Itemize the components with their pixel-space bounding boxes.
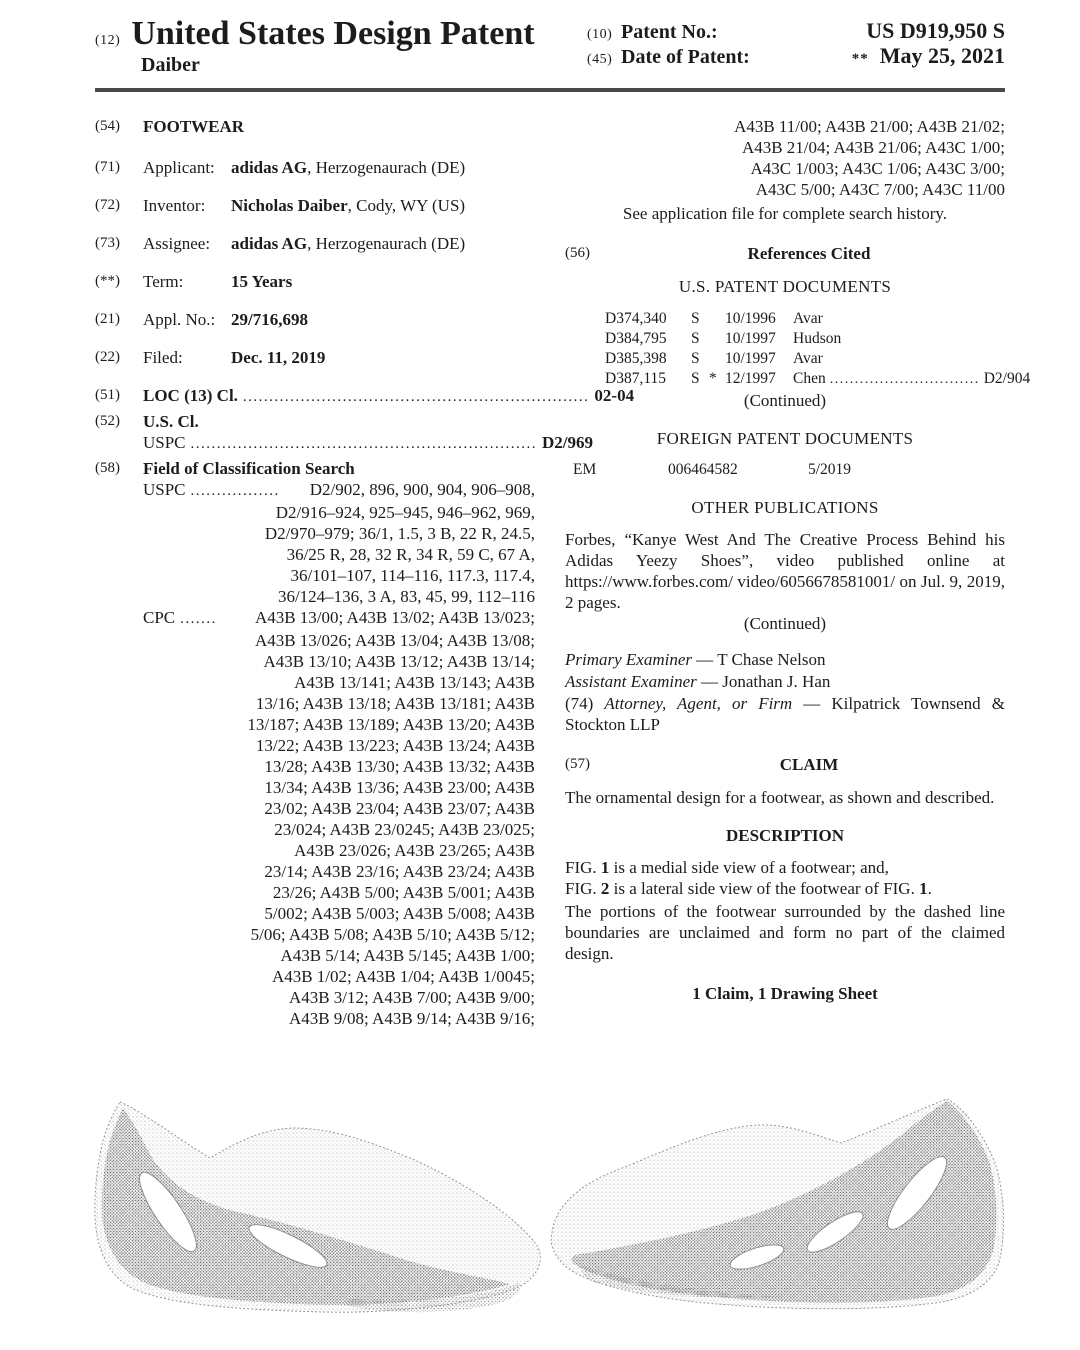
foreign-patent-table xyxy=(565,460,1005,480)
continued-note: (Continued) xyxy=(743,391,827,410)
kind-code-cell: S xyxy=(691,370,700,387)
continued-note: (Continued) xyxy=(743,614,827,633)
classification-line: 13/16; A43B 13/18; A43B 13/181; A43B xyxy=(255,694,535,713)
header-right xyxy=(587,16,1005,70)
claims-sheets-note: 1 Claim, 1 Drawing Sheet xyxy=(692,984,878,1003)
dot-leader: ................. xyxy=(190,483,280,499)
page-header xyxy=(95,16,1005,76)
classification-line: 36/124–136, 3 A, 83, 45, 99, 112–116 xyxy=(277,587,535,606)
fig2-footwear-lateral-view xyxy=(545,1083,1015,1350)
kind-code-cell: S xyxy=(691,350,700,367)
dot-leader: .................................................................. xyxy=(242,389,590,405)
cpc-search-lines xyxy=(143,630,535,1029)
table-row xyxy=(565,349,1005,369)
cited-patent-number: D374,340 xyxy=(605,310,667,327)
bib-field-row: (72) Inventor: Nicholas Daiber, Cody, WY (US) xyxy=(95,196,466,215)
patent-no-code: (10) xyxy=(587,27,613,42)
examiner-citation-star xyxy=(709,349,725,369)
foreign-doc-date: 5/2019 xyxy=(808,461,852,478)
cited-classification: D2/904 xyxy=(983,370,1031,387)
classification-line: A43B 1/02; A43B 1/04; A43B 1/0045; xyxy=(271,967,535,986)
right-column xyxy=(565,116,1031,1029)
figure-description-lines xyxy=(565,857,1005,899)
bib-field-row: (21) Appl. No.: 29/716,698 xyxy=(95,310,308,329)
classification-line: A43B 9/08; A43B 9/14; A43B 9/16; xyxy=(288,1009,535,1028)
dot-leader: .................................................................. xyxy=(190,436,538,452)
classification-line: 36/25 R, 28, 32 R, 34 R, 59 C, 67 A, xyxy=(286,545,535,564)
classification-line: A43B 13/10; A43B 13/12; A43B 13/14; xyxy=(263,652,535,671)
table-row xyxy=(565,369,1031,390)
dot-leader: ....... xyxy=(180,611,217,627)
table-row xyxy=(565,329,1005,349)
kind-code-cell: S xyxy=(691,330,700,347)
classification-line: 23/26; A43B 5/00; A43B 5/001; A43B xyxy=(272,883,535,902)
us-patent-documents-table xyxy=(565,309,1031,390)
figure-description-line: FIG. 2 is a lateral side view of the footwear of FIG. 1. xyxy=(565,879,932,898)
classification-line: 13/34; A43B 13/36; A43B 23/00; A43B xyxy=(264,778,535,797)
classification-line: 13/187; A43B 13/189; A43B 13/20; A43B xyxy=(247,715,535,734)
classification-line: 13/22; A43B 13/223; A43B 13/24; A43B xyxy=(255,736,535,755)
date-code: (45) xyxy=(587,52,613,67)
cited-patent-number: D387,115 xyxy=(605,370,666,387)
classification-line: 23/024; A43B 23/0245; A43B 23/025; xyxy=(274,820,535,839)
classification-line: D2/916–924, 925–945, 946–962, 969, xyxy=(275,503,535,522)
dot-leader: .............................. xyxy=(829,372,980,387)
patent-number-row xyxy=(587,20,1005,45)
bibliographic-fields xyxy=(95,157,535,368)
cited-date: 10/1997 xyxy=(725,330,776,347)
search-history-note: See application file for complete search history. xyxy=(622,204,948,223)
table-row xyxy=(565,309,1005,329)
table-row xyxy=(565,460,1005,480)
examiner-citation-star: * xyxy=(709,370,717,387)
examiner-citation-star xyxy=(709,329,725,349)
examiner-citation-star xyxy=(709,309,725,329)
classification-line: A43B 13/026; A43B 13/04; A43B 13/08; xyxy=(254,631,535,650)
classification-line: 36/101–107, 114–116, 117.3, 117.4, xyxy=(290,566,535,585)
bib-field-row: (**) Term: 15 Years xyxy=(95,272,293,291)
references-cited-heading: (56) References Cited xyxy=(565,244,871,263)
classification-line: A43B 3/12; A43B 7/00; A43B 9/00; xyxy=(288,988,535,1007)
cited-date: 12/1997 xyxy=(725,370,776,387)
cited-inventor-name: Avar xyxy=(793,350,823,367)
classification-line: A43C 5/00; A43C 7/00; A43C 11/00 xyxy=(755,180,1005,199)
classification-line: A43B 11/00; A43B 21/00; A43B 21/02; xyxy=(734,117,1005,136)
cited-patent-number: D384,795 xyxy=(605,330,667,347)
primary-examiner-line: Primary Examiner — T Chase Nelson xyxy=(565,650,826,669)
us-patent-documents-heading: U.S. PATENT DOCUMENTS xyxy=(678,277,892,296)
classification-line: 5/06; A43B 5/08; A43B 5/10; A43B 5/12; xyxy=(250,925,535,944)
classification-line: 23/02; A43B 23/04; A43B 23/07; A43B xyxy=(264,799,535,818)
header-divider-rule xyxy=(95,88,1005,92)
header-left xyxy=(95,16,535,76)
other-publications-body: Forbes, “Kanye West And The Creative Process Behind his Adidas Yeezy Shoes”, video published online at https://www.forbes.com/ video/6056678581001/ on Jul. 9, 2019, 2 pages. xyxy=(565,530,1005,612)
date-label: Date of Patent: xyxy=(621,46,750,68)
other-publications-heading: OTHER PUBLICATIONS xyxy=(691,498,879,517)
classification-line: A43B 21/04; A43B 21/06; A43C 1/00; xyxy=(741,138,1005,157)
classification-line: 13/28; A43B 13/30; A43B 13/32; A43B xyxy=(264,757,535,776)
invention-title: FOOTWEAR xyxy=(143,117,245,136)
classification-line: A43C 1/003; A43C 1/06; A43C 3/00; xyxy=(750,159,1005,178)
patent-no-value: US D919,950 S xyxy=(866,18,1005,43)
kind-code: (12) xyxy=(95,33,121,48)
claim-body: The ornamental design for a footwear, as shown and described. xyxy=(565,788,995,807)
cited-patent-number: D385,398 xyxy=(605,350,667,367)
loc-class-row: (51) LOC (13) Cl. .................................................................. 02-04 xyxy=(95,385,535,408)
drawing-sheet xyxy=(0,1080,1080,1350)
bib-field-row: (71) Applicant: adidas AG, Herzogenaurach (DE) xyxy=(95,158,466,177)
document-type-title: United States Design Patent xyxy=(131,15,535,52)
uspc-search-lines xyxy=(143,502,535,607)
country-code: EM xyxy=(573,461,597,478)
unclaimed-portions-note: The portions of the footwear surrounded by the dashed line boundaries are unclaimed and form no part of the claimed design. xyxy=(565,902,1005,963)
classification-line: A43B 13/141; A43B 13/143; A43B xyxy=(294,673,535,692)
cited-inventor-name: Chen xyxy=(793,370,826,387)
foreign-doc-number: 006464582 xyxy=(668,461,738,478)
classification-line: D2/970–979; 36/1, 1.5, 3 B, 22 R, 24.5, xyxy=(264,524,535,543)
assistant-examiner-line: Assistant Examiner — Jonathan J. Han xyxy=(565,672,831,691)
us-class-row: (52) U.S. Cl. USPC .................................................................. D2/969 xyxy=(95,411,535,455)
description-heading: DESCRIPTION xyxy=(725,826,845,845)
figure-description-line: FIG. 1 is a medial side view of a footwear; and, xyxy=(565,858,889,877)
inventor-surname: Daiber xyxy=(141,54,200,76)
classification-line: 5/002; A43B 5/003; A43B 5/008; A43B xyxy=(264,904,535,923)
fig1-footwear-medial-view xyxy=(88,1088,558,1350)
foreign-patent-documents-heading: FOREIGN PATENT DOCUMENTS xyxy=(656,429,914,448)
term-asterisks: ** xyxy=(851,51,869,67)
examiner-block xyxy=(565,649,1005,735)
classification-line: 23/14; A43B 23/16; A43B 23/24; A43B xyxy=(264,862,535,881)
cited-date: 10/1997 xyxy=(725,350,776,367)
patent-no-label: Patent No.: xyxy=(621,21,718,43)
claim-heading: (57) CLAIM xyxy=(565,755,839,774)
classification-line: A43B 5/14; A43B 5/145; A43B 1/00; xyxy=(280,946,535,965)
cpc-continued-lines xyxy=(565,116,1005,200)
bib-field-row: (22) Filed: Dec. 11, 2019 xyxy=(95,348,326,367)
invention-title-row: (54) FOOTWEAR xyxy=(95,116,535,137)
attorney-line: (74) Attorney, Agent, or Firm — Kilpatrick Townsend & Stockton LLP xyxy=(565,694,1005,734)
date-of-patent-row xyxy=(587,45,1005,70)
classification-line: A43B 23/026; A43B 23/265; A43B xyxy=(294,841,535,860)
field-of-search-row: (58) Field of Classification Search USPC ................. D2/902, 896, 900, 904, 906–908, D2/916–924, 925–945, 946–962, 969, D2/970–979; 36/1, 1.5, 3 B, 22 R, 24.5, 36/25 R, 28, 32 R, 34 R, 59 C, 67 A, 36/101–107, 114–116, 117.3, 117.4, 36/124–136, 3 A, 83, 45, 99, 112–116 CPC ....... A43B 13/00; A43B 13/02; A43B 13/023; A43B 13/026; A43B 13/04; A43B 13/08; A43B 13/10; A43B 13/12; A43B 13/14; A43B 13/141; A43B 13/143; A43B 13/16; A43B 13/18; A43B 13/181; A43B 13/187; A43B 13/189; A43B 13/20; A43B 13/22; A43B 13/223; A43B 13/24; A43B 13/28; A43B 13/30; A43B 13/32; A43B 13/34; A43B 13/36; A43B 23/00; A43B 23/02; A43B 23/04; A43B 23/07; A43B 23/024; A43B 23/0245; A43B 23/025; A43B 23/026; A43B 23/265; A43B 23/14; A43B 23/16; A43B 23/24; A43B 23/26; A43B 5/00; A43B 5/001; A43B 5/002; A43B 5/003; A43B 5/008; A43B 5/06; A43B 5/08; A43B 5/10; A43B 5/12; A43B 5/14; A43B 5/145; A43B 1/00; A43B 1/02; A43B 1/04; A43B 1/0045; A43B 3/12; A43B 7/00; A43B 9/00; A43B 9/08; A43B 9/14; A43B 9/16; xyxy=(95,459,535,1028)
date-value: ** May 25, 2021 xyxy=(851,43,1005,68)
cited-inventor-name: Avar xyxy=(793,310,823,327)
kind-code-cell: S xyxy=(691,310,700,327)
bib-field-row: (73) Assignee: adidas AG, Herzogenaurach (DE) xyxy=(95,234,466,253)
cited-inventor-name: Hudson xyxy=(793,330,842,347)
cited-date: 10/1996 xyxy=(725,310,776,327)
